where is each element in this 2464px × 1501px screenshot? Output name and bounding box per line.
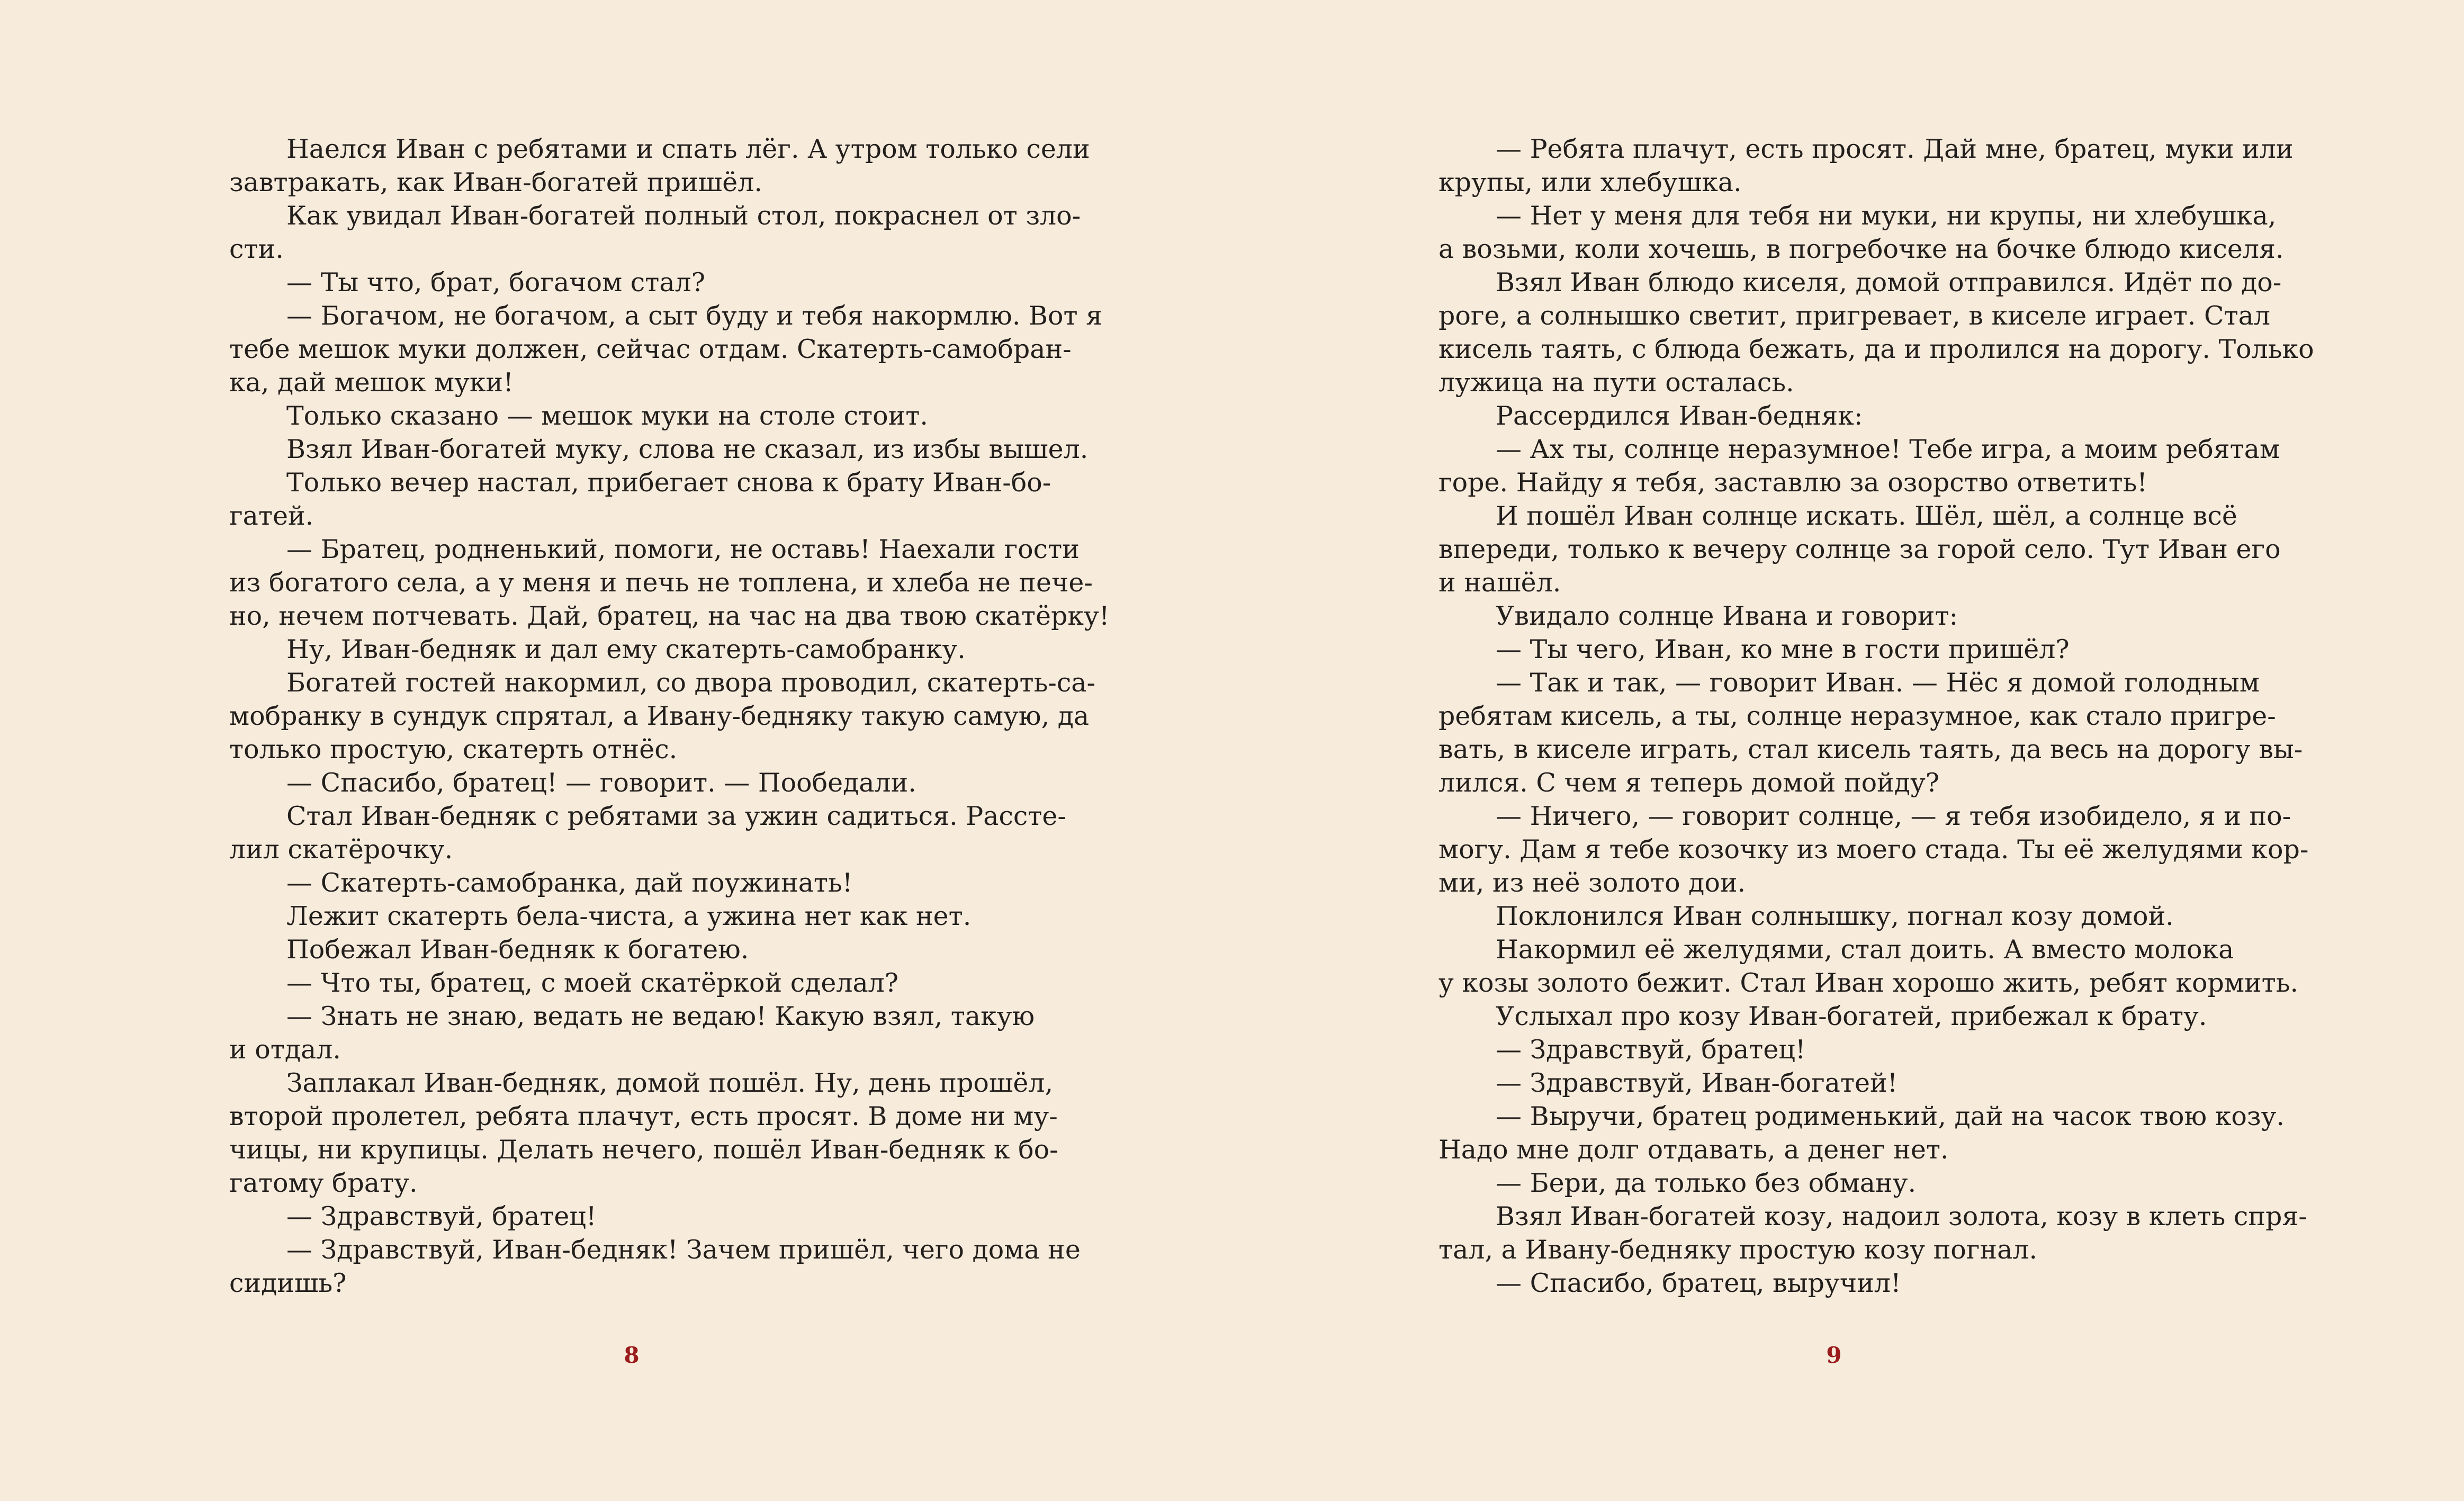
text-line: — Здравствуй, Иван-богатей!: [1496, 1068, 1898, 1098]
text-line: но, нечем потчевать. Дай, братец, на час на два твою скатёрку!: [229, 601, 1110, 631]
text-line: Побежал Иван-бедняк к богатею.: [286, 934, 749, 965]
text-line: Лежит скатерть бела-чиста, а ужина нет как нет.: [286, 901, 972, 931]
page-number-left: 8: [624, 1342, 640, 1368]
text-line: — Ребята плачут, есть просят. Дай мне, братец, муки или: [1496, 134, 2294, 164]
text-line: Взял Иван-богатей муку, слова не сказал, из избы вышел.: [286, 434, 1089, 464]
text-line: — Ты что, брат, богачом стал?: [286, 267, 705, 298]
text-line: лужица на пути осталась.: [1438, 367, 1794, 398]
page-number-right: 9: [1826, 1342, 1842, 1368]
right-page: [1232, 0, 2464, 1501]
text-line: лился. С чем я теперь домой пойду?: [1438, 768, 1940, 798]
text-line: Накормил её желудями, стал доить. А вместо молока: [1496, 934, 2234, 965]
text-line: — Братец, родненький, помоги, не оставь! Наехали гости: [286, 534, 1080, 564]
text-line: — Спасибо, братец! — говорит. — Пообедали.: [286, 768, 916, 798]
text-line: вать, в киселе играть, стал кисель таять, да весь на дорогу вы-: [1438, 734, 2303, 765]
text-line: тал, а Ивану-бедняку простую козу погнал.: [1438, 1235, 2038, 1265]
text-line: впереди, только к вечеру солнце за горой село. Тут Иван его: [1438, 534, 2281, 564]
text-line: — Нет у меня для тебя ни муки, ни крупы, ни хлебушка,: [1496, 201, 2277, 231]
text-line: лил скатёрочку.: [229, 834, 453, 865]
text-line: — Бери, да только без обману.: [1496, 1168, 1917, 1198]
text-line: завтракать, как Иван-богатей пришёл.: [229, 167, 762, 197]
text-line: роге, а солнышко светит, пригревает, в киселе играет. Стал: [1438, 301, 2270, 331]
text-line: И пошёл Иван солнце искать. Шёл, шёл, а солнце всё: [1496, 501, 2237, 531]
text-line: — Здравствуй, Иван-бедняк! Зачем пришёл, чего дома не: [286, 1235, 1081, 1265]
text-line: — Ничего, — говорит солнце, — я тебя изобидело, я и по-: [1496, 801, 2291, 831]
text-line: — Здравствуй, братец!: [1496, 1035, 1806, 1065]
right-page-text: [1438, 132, 2314, 1300]
text-line: у козы золото бежит. Стал Иван хорошо жить, ребят кормить.: [1438, 968, 2299, 998]
text-line: ми, из неё золото дои.: [1438, 868, 1746, 898]
text-line: Надо мне долг отдавать, а денег нет.: [1438, 1135, 1949, 1165]
text-line: гатому брату.: [229, 1168, 418, 1198]
text-line: и отдал.: [229, 1035, 341, 1065]
text-line: тебе мешок муки должен, сейчас отдам. Скатерть-самобран-: [229, 334, 1072, 364]
text-line: и нашёл.: [1438, 568, 1561, 598]
text-line: — Знать не знаю, ведать не ведаю! Какую взял, такую: [286, 1001, 1035, 1031]
text-line: только простую, скатерть отнёс.: [229, 734, 678, 765]
text-line: — Выручи, братец родименький, дай на часок твою козу.: [1496, 1101, 2285, 1131]
text-line: Увидало солнце Ивана и говорит:: [1496, 601, 1958, 631]
text-line: Богатей гостей накормил, со двора проводил, скатерть-са-: [286, 668, 1096, 698]
text-line: Как увидал Иван-богатей полный стол, покраснел от зло-: [286, 201, 1081, 231]
text-line: — Скатерть-самобранка, дай поужинать!: [286, 868, 853, 898]
text-line: Взял Иван блюдо киселя, домой отправился. Идёт по до-: [1496, 267, 2282, 298]
text-line: горе. Найду я тебя, заставлю за озорство ответить!: [1438, 468, 2147, 498]
text-line: чицы, ни крупицы. Делать нечего, пошёл Иван-бедняк к бо-: [229, 1135, 1058, 1165]
text-line: Наелся Иван с ребятами и спать лёг. А утром только сели: [286, 134, 1090, 164]
text-line: крупы, или хлебушка.: [1438, 167, 1742, 197]
text-line: — Ах ты, солнце неразумное! Тебе игра, а моим ребятам: [1496, 434, 2280, 464]
text-line: ка, дай мешок муки!: [229, 367, 514, 398]
text-line: — Ты чего, Иван, ко мне в гости пришёл?: [1496, 634, 2070, 664]
text-line: Поклонился Иван солнышку, погнал козу домой.: [1496, 901, 2174, 931]
text-line: ребятам кисель, а ты, солнце неразумное, как стало пригре-: [1438, 701, 2276, 731]
text-line: Только сказано — мешок муки на столе стоит.: [286, 401, 928, 431]
text-line: гатей.: [229, 501, 314, 531]
text-line: — Что ты, братец, с моей скатёркой сделал?: [286, 968, 899, 998]
text-line: могу. Дам я тебе козочку из моего стада. Ты её желудями кор-: [1438, 834, 2309, 865]
text-line: Только вечер настал, прибегает снова к брату Иван-бо-: [286, 468, 1051, 498]
text-line: Ну, Иван-бедняк и дал ему скатерть-самобранку.: [286, 634, 966, 664]
left-page-text: [229, 132, 1110, 1300]
text-line: второй пролетел, ребята плачут, есть просят. В доме ни му-: [229, 1101, 1058, 1131]
text-line: кисель таять, с блюда бежать, да и пролился на дорогу. Только: [1438, 334, 2314, 364]
text-line: — Так и так, — говорит Иван. — Нёс я домой голодным: [1496, 668, 2260, 698]
text-line: Взял Иван-богатей козу, надоил золота, козу в клеть спря-: [1496, 1201, 2307, 1232]
text-line: сти.: [229, 234, 284, 264]
text-line: из богатого села, а у меня и печь не топлена, и хлеба не пече-: [229, 568, 1093, 598]
text-line: Стал Иван-бедняк с ребятами за ужин садиться. Рассте-: [286, 801, 1066, 831]
text-line: Заплакал Иван-бедняк, домой пошёл. Ну, день прошёл,: [286, 1068, 1054, 1098]
text-line: Рассердился Иван-бедняк:: [1496, 401, 1863, 431]
text-line: мобранку в сундук спрятал, а Ивану-бедняку такую самую, да: [229, 701, 1090, 731]
text-line: а возьми, коли хочешь, в погребочке на бочке блюдо киселя.: [1438, 234, 2284, 264]
text-line: сидишь?: [229, 1268, 347, 1298]
text-line: — Здравствуй, братец!: [286, 1201, 597, 1232]
text-line: — Спасибо, братец, выручил!: [1496, 1268, 1901, 1298]
text-line: — Богачом, не богачом, а сыт буду и тебя накормлю. Вот я: [286, 301, 1103, 331]
text-line: Услыхал про козу Иван-богатей, прибежал к брату.: [1496, 1001, 2207, 1031]
